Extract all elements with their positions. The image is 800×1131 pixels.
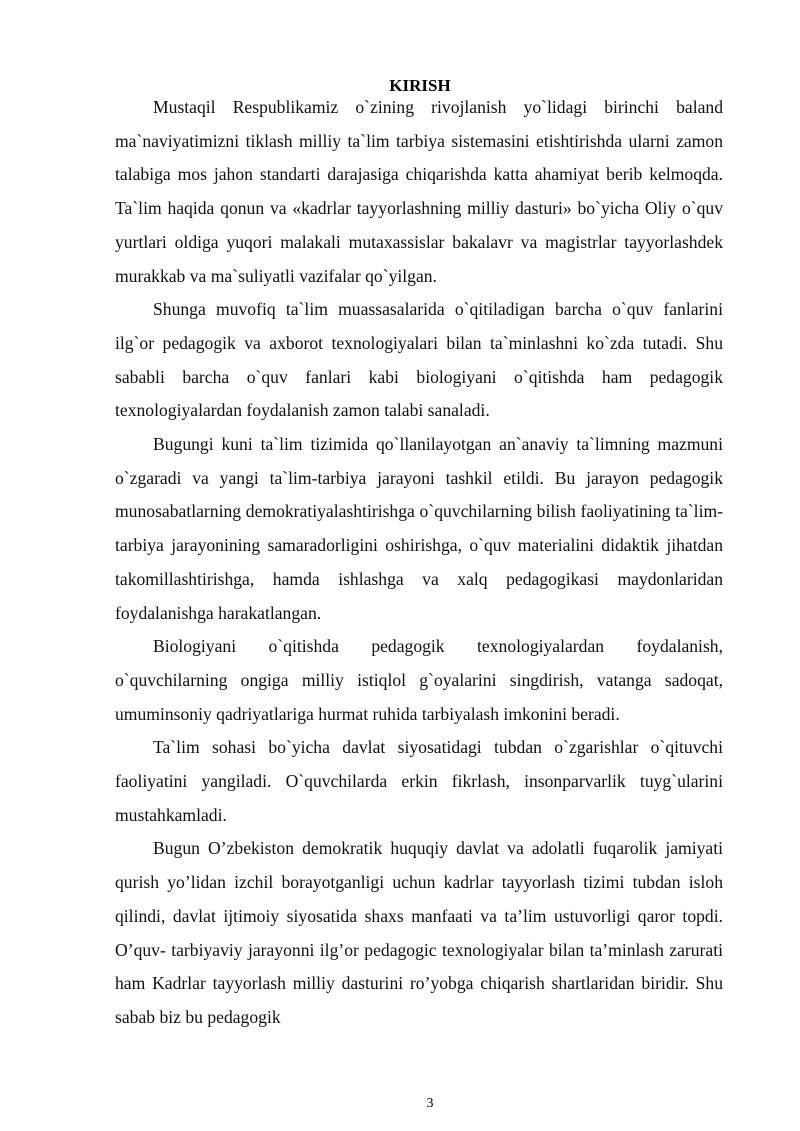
- paragraph-4: Biologiyani o`qitishda pedagogik texnologiyalardan foydalanish, o`quvchilarning ongiga milliy istiqlol g`oyalarini singdirish, vatanga sadoqat, umuminsoniy qadriyatlariga hurmat ruhida tarbiyalash imkonini beradi.: [115, 636, 723, 724]
- paragraph-2: Shunga muvofiq ta`lim muassasalarida o`qitiladigan barcha o`quv fanlarini ilg`or pedagogik va axborot texnologiyalari bilan ta`minlashni ko`zda tutadi. Shu sababli barcha o`quv fanlari kabi biologiyani o`qitishda ham pedagogik texnologiyalardan foydalanish zamon talabi sanaladi.: [115, 299, 723, 421]
- paragraph-1: Mustaqil Respublikamiz o`zining rivojlanish yo`lidagi birinchi baland ma`naviyatimizni tiklash milliy ta`lim tarbiya sistemasini etishtirishda ularni zamon talabiga mos jahon standarti darajasiga chiqarishda katta ahamiyat berib kelmoqda. Ta`lim haqida qonun va «kadrlar tayyorlashning milliy dasturi» bo`yicha Oliy o`quv yurtlari oldiga yuqori malakali mutaxassislar bakalavr va magistrlar tayyorlashdek murakkab va ma`suliyatli vazifalar qo`yilgan.: [115, 97, 723, 286]
- section-title: KIRISH: [389, 76, 451, 95]
- paragraph-3: Bugungi kuni ta`lim tizimida qo`llanilayotgan an`anaviy ta`limning mazmuni o`zgaradi va yangi ta`lim-tarbiya jarayoni tashkil etildi. Bu jarayon pedagogik munosabatlarning demokratiyalashtirishga o`quvchilarning bilish faoliyatining ta`lim-tarbiya jarayonining samaradorligini oshirishga, o`quv materialini didaktik jihatdan takomillashtirishga, hamda ishlashga va xalq pedagogikasi maydonlaridan foydalanishga harakatlangan.: [115, 434, 723, 623]
- body-text: [115, 91, 723, 1035]
- paragraph-5: Ta`lim sohasi bo`yicha davlat siyosatidagi tubdan o`zgarishlar o`qituvchi faoliyatini yangiladi. O`quvchilarda erkin fikrlash, insonparvarlik tuyg`ularini mustahkamladi.: [115, 737, 723, 825]
- page-number: 3: [426, 1096, 434, 1111]
- paragraph-6: Bugun O’zbekiston demokratik huquqiy davlat va adolatli fuqarolik jamiyati qurish yo’lidan izchil borayotganligi uchun kadrlar tayyorlash tizimi tubdan isloh qilindi, davlat ijtimoiy siyosatida shaxs manfaati va ta’lim ustuvorligi qaror topdi. O’quv- tarbiyaviy jarayonni ilg’or pedagogic texnologiyalar bilan ta’minlash zarurati ham Kadrlar tayyorlash milliy dasturini ro’yobga chiqarish shartlaridan biridir. Shu sabab biz bu pedagogik: [115, 838, 723, 1027]
